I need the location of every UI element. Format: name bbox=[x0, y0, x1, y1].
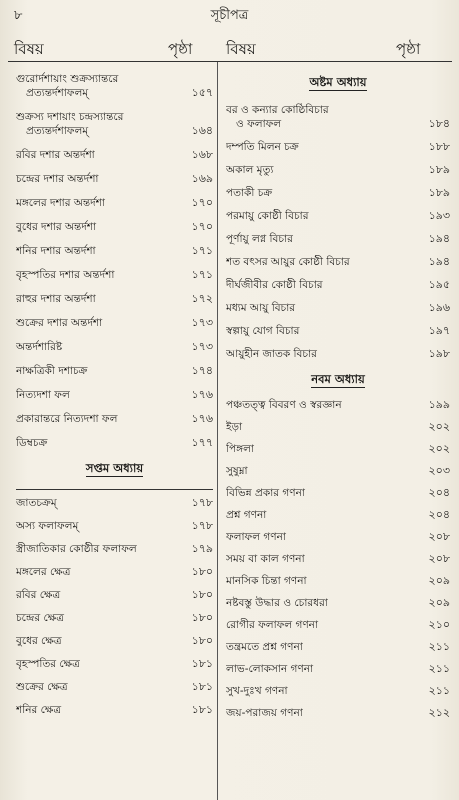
toc-entry bbox=[16, 519, 213, 533]
toc-entry-page: ২১০ bbox=[428, 618, 450, 631]
toc-entry-title: নিত্যদশা ফল bbox=[16, 389, 70, 401]
toc-entry-title: প্রত্যন্তর্দশাফলম্ bbox=[26, 87, 89, 99]
toc-entry bbox=[226, 103, 450, 131]
toc-entry-title: দীর্ঘজীবীর কোষ্ঠী বিচার bbox=[226, 279, 323, 291]
toc-entry bbox=[16, 611, 213, 625]
toc-entry-page: ১৭২ bbox=[191, 292, 213, 305]
page-number: ৮ bbox=[14, 8, 23, 23]
toc-entry bbox=[226, 301, 450, 315]
toc-entry bbox=[226, 684, 450, 698]
toc-entry bbox=[226, 420, 450, 434]
toc-entry-title: প্রশ্ন গণনা bbox=[226, 509, 267, 521]
toc-entry-page: ১৭১ bbox=[191, 244, 213, 257]
toc-entry-title: পূর্ণায়ু লগ্ন বিচার bbox=[226, 233, 293, 245]
column-divider bbox=[217, 62, 218, 800]
toc-entry bbox=[16, 220, 213, 234]
toc-entry-page: ১৮৪ bbox=[428, 117, 450, 130]
toc-entry bbox=[226, 163, 450, 177]
toc-entry-title: লাভ-লোকসান গণনা bbox=[226, 663, 314, 675]
toc-entry bbox=[16, 496, 213, 510]
right-section-heading: অষ্টম অধ্যায় bbox=[309, 75, 367, 89]
toc-entry-title: প্রকারান্তরে নিত্যদশা ফল bbox=[16, 413, 118, 425]
toc-entry bbox=[226, 324, 450, 338]
left-subject-header: বিষয় bbox=[14, 40, 44, 58]
left-toc-list bbox=[16, 72, 213, 450]
toc-entry bbox=[226, 596, 450, 610]
toc-entry-title: অস্য ফলাফলম্ bbox=[16, 520, 79, 532]
toc-entry-title: মঙ্গলের ক্ষেত্র bbox=[16, 566, 71, 578]
toc-entry bbox=[16, 388, 213, 402]
toc-entry-title: রাহুর দশার অন্তর্দশা bbox=[16, 293, 96, 305]
toc-entry bbox=[16, 110, 213, 138]
toc-entry-page: ১৯৪ bbox=[428, 255, 450, 268]
toc-entry-page: ২০৯ bbox=[428, 574, 450, 587]
toc-entry-page: ২০২ bbox=[428, 442, 450, 455]
toc-entry bbox=[16, 588, 213, 602]
toc-entry-page: ২০৮ bbox=[428, 552, 450, 565]
toc-entry bbox=[226, 552, 450, 566]
toc-entry-title: পতাকী চক্র bbox=[226, 187, 273, 199]
toc-entry-page: ১৭৯ bbox=[191, 542, 213, 555]
toc-entry bbox=[16, 565, 213, 579]
toc-entry-title: বিভিন্ন প্রকার গণনা bbox=[226, 487, 305, 499]
toc-entry-title: বৃহস্পতির দশার অন্তর্দশা bbox=[16, 269, 115, 281]
toc-entry-page: ১৯৩ bbox=[428, 209, 450, 222]
toc-entry bbox=[226, 442, 450, 456]
toc-entry bbox=[226, 347, 450, 361]
toc-entry bbox=[16, 542, 213, 556]
toc-entry-page: ১৭৬ bbox=[191, 412, 213, 425]
toc-entry-page: ১৮১ bbox=[191, 680, 213, 693]
toc-entry-page: ১৮০ bbox=[191, 588, 213, 601]
left-column bbox=[16, 72, 213, 726]
toc-entry bbox=[16, 196, 213, 210]
toc-entry-page: ২১১ bbox=[428, 640, 450, 653]
toc-entry-title: স্ত্রীজাতিকার কোষ্ঠীর ফলাফল bbox=[16, 543, 137, 555]
toc-entry-page: ২০৪ bbox=[428, 486, 450, 499]
toc-entry bbox=[16, 680, 213, 694]
toc-entry-page: ১৭৬ bbox=[191, 388, 213, 401]
toc-entry bbox=[16, 436, 213, 450]
toc-entry-page: ১৮৯ bbox=[428, 186, 450, 199]
toc-entry-page: ১৮০ bbox=[191, 634, 213, 647]
right-subject-header: বিষয় bbox=[226, 40, 256, 58]
toc-entry-title: শুক্রস্য দশায়াং চন্দ্রস্যান্তরে bbox=[16, 111, 124, 123]
toc-entry-page: ১৯৮ bbox=[428, 347, 450, 360]
toc-entry bbox=[226, 508, 450, 522]
toc-entry-title: রোগীর ফলাফল গণনা bbox=[226, 619, 318, 631]
toc-entry-title: জাতচক্রম্ bbox=[16, 497, 57, 509]
toc-entry-page: ১৯৬ bbox=[428, 301, 450, 314]
toc-entry-title: বৃহস্পতির ক্ষেত্র bbox=[16, 658, 80, 670]
toc-entry-title: পিঙ্গলা bbox=[226, 443, 254, 455]
page-title: সূচীপত্র bbox=[210, 8, 249, 23]
toc-entry-page: ২০৯ bbox=[428, 596, 450, 609]
toc-entry bbox=[226, 640, 450, 654]
toc-entry-page: ২০২ bbox=[428, 420, 450, 433]
toc-entry-title: জয়-পরাজয় গণনা bbox=[226, 707, 303, 719]
toc-entry bbox=[226, 530, 450, 544]
toc-entry-page: ১৬৮ bbox=[191, 148, 213, 161]
toc-entry-title: সুখ-দুঃখ গণনা bbox=[226, 685, 288, 697]
toc-entry-title: পরমায়ু কোষ্ঠী বিচার bbox=[226, 210, 309, 222]
toc-entry bbox=[16, 292, 213, 306]
toc-entry bbox=[16, 340, 213, 354]
toc-entry-title: চন্দ্রের দশার অন্তর্দশা bbox=[16, 173, 99, 185]
toc-entry-title: সুষুম্না bbox=[226, 465, 248, 477]
toc-entry-page: ২১১ bbox=[428, 684, 450, 697]
toc-entry-page: ২১১ bbox=[428, 662, 450, 675]
right-section-heading-2: নবম অধ্যায় bbox=[311, 372, 365, 386]
toc-entry-title: ও ফলাফল bbox=[236, 118, 282, 130]
toc-entry-page: ১৭৭ bbox=[191, 436, 213, 449]
toc-entry bbox=[16, 172, 213, 186]
toc-entry-title: বুধের দশার অন্তর্দশা bbox=[16, 221, 97, 233]
toc-entry-page: ১৭৩ bbox=[191, 316, 213, 329]
toc-entry bbox=[226, 618, 450, 632]
toc-entry-page: ১৭৩ bbox=[191, 340, 213, 353]
toc-entry-title: মানসিক চিন্তা গণনা bbox=[226, 575, 307, 587]
toc-entry bbox=[226, 140, 450, 154]
toc-entry-page: ২১২ bbox=[428, 706, 450, 719]
toc-entry bbox=[226, 278, 450, 292]
toc-entry-title: মঙ্গলের দশার অন্তর্দশা bbox=[16, 197, 105, 209]
toc-entry bbox=[226, 574, 450, 588]
toc-entry-title: নাক্ষত্রিকী দশাচক্র bbox=[16, 365, 88, 377]
toc-entry-page: ১৫৭ bbox=[191, 86, 213, 99]
toc-entry bbox=[16, 316, 213, 330]
toc-entry-page: ১৭১ bbox=[191, 268, 213, 281]
toc-entry-title: রবির দশার অন্তর্দশা bbox=[16, 149, 95, 161]
left-page-header: পৃষ্ঠা bbox=[168, 40, 193, 58]
toc-entry-page: ১৯৪ bbox=[428, 232, 450, 245]
toc-entry-page: ১৭৮ bbox=[191, 519, 213, 532]
left-section-heading: সপ্তম অধ্যায় bbox=[85, 461, 144, 475]
toc-entry-title: ফলাফল গণনা bbox=[226, 531, 286, 543]
toc-entry-title: গুরোর্দশায়াং শুক্রস্যান্তরে bbox=[16, 73, 119, 85]
toc-entry bbox=[226, 232, 450, 246]
right-toc-list-2 bbox=[226, 398, 450, 720]
toc-entry-title: আয়ুহীন জাতক বিচার bbox=[226, 348, 317, 360]
toc-entry-title: প্রত্যন্তর্দশাফলম্ bbox=[26, 125, 89, 137]
section-rule bbox=[16, 489, 213, 490]
toc-entry-title: নষ্টবস্তু উদ্ধার ও চোরধরা bbox=[226, 597, 328, 609]
toc-entry-title: শনির দশার অন্তর্দশা bbox=[16, 245, 96, 257]
toc-entry-page: ১৭০ bbox=[191, 196, 213, 209]
toc-entry-page: ১৯৫ bbox=[428, 278, 450, 291]
toc-entry bbox=[226, 255, 450, 269]
toc-entry bbox=[16, 703, 213, 717]
toc-entry-title: রবির ক্ষেত্র bbox=[16, 589, 61, 601]
right-column bbox=[226, 72, 450, 728]
toc-entry-title: বুধের ক্ষেত্র bbox=[16, 635, 62, 647]
toc-entry bbox=[16, 148, 213, 162]
toc-entry-title: তন্ত্রমতে প্রশ্ন গণনা bbox=[226, 641, 303, 653]
toc-entry-page: ১৬৯ bbox=[191, 172, 213, 185]
header-divider bbox=[8, 61, 452, 62]
toc-entry bbox=[16, 72, 213, 100]
toc-entry-page: ১৮৮ bbox=[428, 140, 450, 153]
toc-entry bbox=[16, 412, 213, 426]
toc-entry bbox=[16, 244, 213, 258]
toc-entry-title: সময় বা কাল গণনা bbox=[226, 553, 305, 565]
toc-entry-page: ২০৮ bbox=[428, 530, 450, 543]
left-toc-list-2 bbox=[16, 496, 213, 717]
toc-entry bbox=[16, 364, 213, 378]
toc-entry-title: স্বল্পায়ু যোগ বিচার bbox=[226, 325, 300, 337]
right-toc-list bbox=[226, 103, 450, 361]
toc-entry bbox=[226, 398, 450, 412]
toc-entry-page: ১৮০ bbox=[191, 565, 213, 578]
toc-entry-title: শুক্রের দশার অন্তর্দশা bbox=[16, 317, 103, 329]
toc-entry-page: ১৭৮ bbox=[191, 496, 213, 509]
toc-entry bbox=[226, 209, 450, 223]
toc-entry bbox=[16, 657, 213, 671]
toc-entry-page: ১৯৭ bbox=[428, 324, 450, 337]
toc-entry-page: ১৭৪ bbox=[191, 364, 213, 377]
toc-entry-page: ১৮৯ bbox=[428, 163, 450, 176]
toc-entry-page: ২০৪ bbox=[428, 508, 450, 521]
toc-entry-title: শত বৎসর আয়ুর কোষ্ঠী বিচার bbox=[226, 256, 350, 268]
toc-entry-page: ১৮১ bbox=[191, 657, 213, 670]
toc-entry bbox=[226, 486, 450, 500]
toc-entry-title: বর ও কন্যার কোষ্ঠিবিচার bbox=[226, 104, 329, 116]
toc-entry-page: ১৮১ bbox=[191, 703, 213, 716]
toc-entry-title: ইড়া bbox=[226, 421, 243, 433]
toc-entry-page: ১৭০ bbox=[191, 220, 213, 233]
toc-entry-title: চন্দ্রের ক্ষেত্র bbox=[16, 612, 64, 624]
toc-entry bbox=[226, 186, 450, 200]
toc-entry-title: মধ্যম আয়ু বিচার bbox=[226, 302, 296, 314]
toc-entry-page: ১৯৯ bbox=[428, 398, 450, 411]
toc-entry-title: শুক্রের ক্ষেত্র bbox=[16, 681, 68, 693]
right-page-header: পৃষ্ঠা bbox=[396, 40, 421, 58]
toc-entry-page: ১৮০ bbox=[191, 611, 213, 624]
toc-entry-title: অকাল মৃত্যু bbox=[226, 164, 274, 176]
toc-entry-title: ডিম্বচক্র bbox=[16, 437, 48, 449]
toc-entry-title: অন্তর্দশারিষ্ট bbox=[16, 341, 63, 353]
toc-entry-title: শনির ক্ষেত্র bbox=[16, 704, 62, 716]
toc-entry bbox=[226, 662, 450, 676]
toc-entry bbox=[16, 268, 213, 282]
toc-entry bbox=[226, 706, 450, 720]
toc-entry-page: ২০৩ bbox=[428, 464, 450, 477]
toc-entry-title: দম্পতি মিলন চক্র bbox=[226, 141, 299, 153]
toc-entry bbox=[226, 464, 450, 478]
toc-entry-title: পঞ্চতত্ত্ব বিবরণ ও স্বরজ্ঞান bbox=[226, 399, 342, 411]
toc-entry-page: ১৬৪ bbox=[191, 124, 213, 137]
toc-entry bbox=[16, 634, 213, 648]
